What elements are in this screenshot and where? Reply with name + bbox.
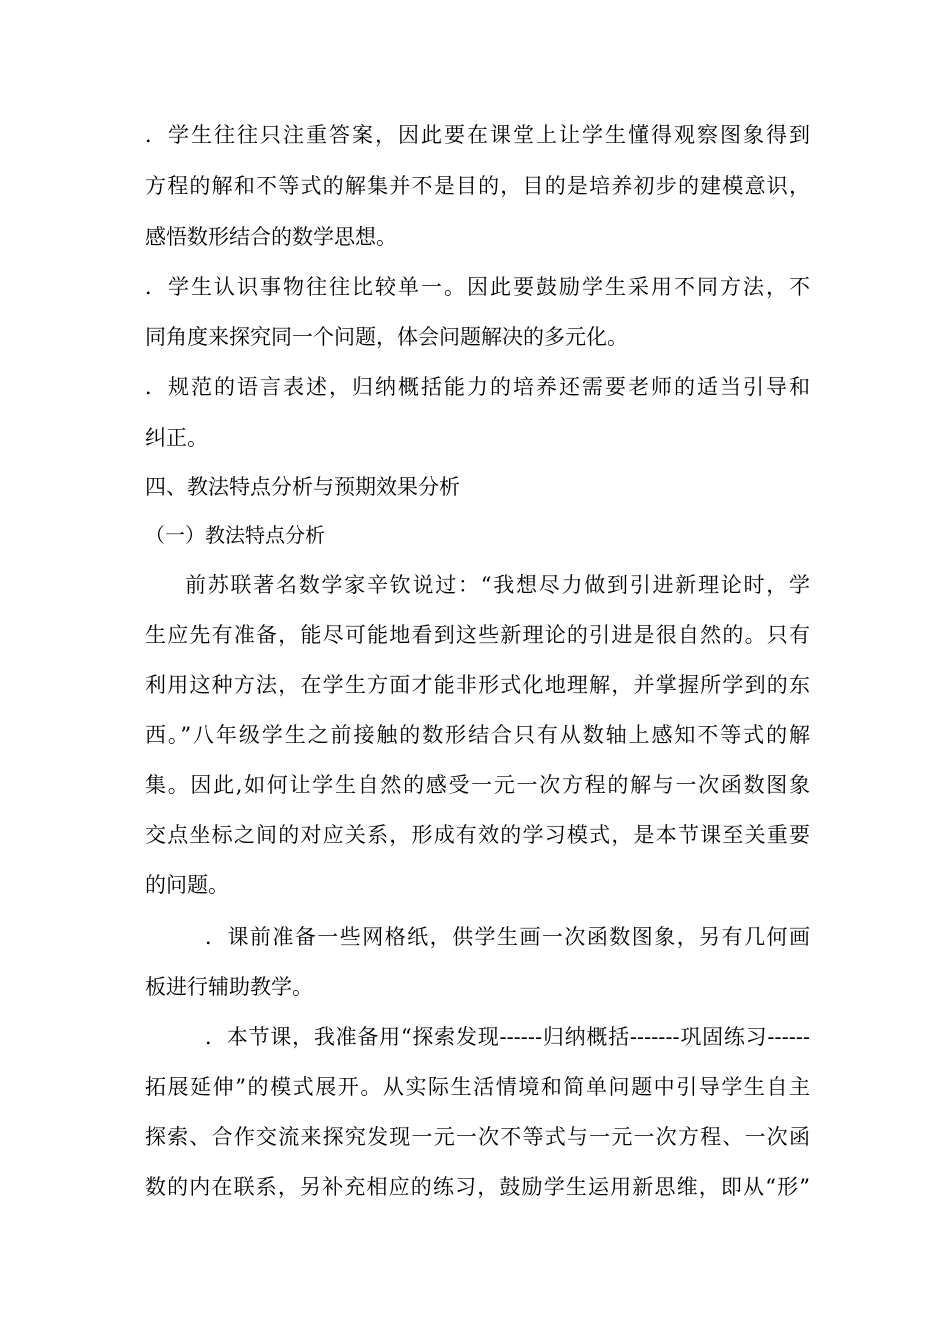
text-line: ．学生认识事物往往比较单一。因此要鼓励学生采用不同方法，不 — [145, 275, 810, 299]
text-line: 方程的解和不等式的解集并不是目的，目的是培养初步的建模意识， — [145, 174, 810, 198]
text-line: 数的内在联系，另补充相应的练习，鼓励学生运用新思维，即从“形” — [145, 1175, 810, 1199]
text-line: ．学生往往只注重答案，因此要在课堂上让学生懂得观察图象得到 — [145, 123, 810, 147]
text-line: ．课前准备一些网格纸，供学生画一次函数图象，另有几何画 — [205, 925, 810, 949]
text-line: ．本节课，我准备用“探索发现------归纳概括-------巩固练习------ — [205, 1025, 810, 1049]
text-line: 生应先有准备，能尽可能地看到这些新理论的引进是很自然的。只有 — [145, 623, 810, 647]
text-line: 的问题。 — [145, 873, 229, 897]
text-line: 利用这种方法，在学生方面才能非形式化地理解，并掌握所学到的东 — [145, 673, 810, 697]
text-line: ．规范的语言表述，归纳概括能力的培养还需要老师的适当引导和 — [145, 375, 810, 399]
text-line: 拓展延伸”的模式展开。从实际生活情境和简单问题中引导学生自主 — [145, 1075, 810, 1099]
subsection-heading: （一）教法特点分析 — [145, 523, 325, 547]
text-line: 探索、合作交流来探究发现一元一次不等式与一元一次方程、一次函 — [145, 1125, 810, 1149]
section-heading: 四、教法特点分析与预期效果分析 — [145, 475, 460, 499]
text-line: 同角度来探究同一个问题，体会问题解决的多元化。 — [145, 325, 628, 349]
text-line: 前苏联著名数学家辛钦说过：“我想尽力做到引进新理论时，学 — [185, 573, 810, 597]
text-line: 西。”八年级学生之前接触的数形结合只有从数轴上感知不等式的解 — [145, 723, 810, 747]
text-line: 感悟数形结合的数学思想。 — [145, 225, 397, 249]
text-line: 交点坐标之间的对应关系，形成有效的学习模式，是本节课至关重要 — [145, 823, 810, 847]
text-line: 板进行辅助教学。 — [145, 975, 313, 999]
text-line: 集。因此,如何让学生自然的感受一元一次方程的解与一次函数图象 — [145, 773, 810, 797]
text-line: 纠正。 — [145, 426, 208, 450]
